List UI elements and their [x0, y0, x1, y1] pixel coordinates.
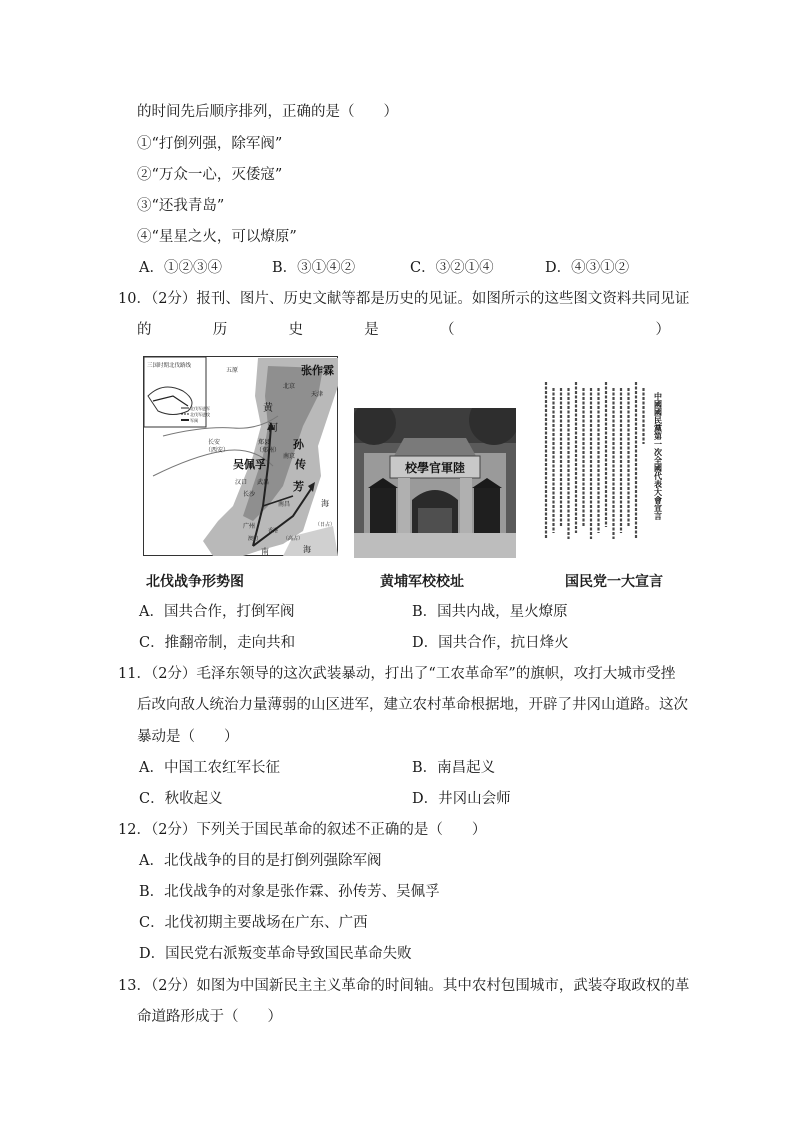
q12-option-d: D．国民党右派叛变革命导致国民革命失败	[139, 946, 412, 962]
map-label-zhangzuolin: 张作霖	[301, 364, 334, 377]
map-label-nanchang: 南昌	[278, 501, 291, 508]
q9-item-1: ①“打倒列强，除军阀”	[137, 136, 283, 152]
q10-stem-line1: 10．（2分）报刊、图片、历史文献等都是历史的见证。如图所示的这些图文资料共同见证	[118, 291, 690, 307]
q9-item-4: ④“星星之火，可以燎原”	[137, 229, 297, 245]
map-label-beijing: 北京	[283, 383, 296, 390]
q11-option-c: C．秋收起义	[139, 791, 223, 807]
q10-stem-line2	[137, 320, 670, 340]
map-label-he: 河	[268, 423, 278, 434]
map-svg	[143, 356, 338, 556]
declaration-title: 中國國民黨第一次全國代表大會宣言	[653, 392, 663, 520]
q9-item-3: ③“还我青岛”	[137, 198, 225, 214]
map-label-changan: 长安	[208, 439, 221, 446]
caption-declaration: 国民党一大宣言	[565, 574, 663, 590]
q10-option-a: A．国共合作，打倒军阀	[139, 604, 295, 620]
declaration-svg	[540, 374, 668, 554]
q12-option-a: A．北伐战争的目的是打倒列强除军阀	[139, 853, 382, 869]
q10-paren-open: （	[440, 322, 455, 338]
map-label-aomen: 澳门	[248, 536, 259, 542]
kmt-declaration-image	[540, 374, 668, 554]
q10-word: 的	[137, 322, 152, 338]
q11-option-d: D．井冈山会师	[412, 791, 511, 807]
q9-option-b: B．③①④②	[272, 260, 356, 276]
q11-option-a: A．中国工农红军长征	[139, 760, 280, 776]
q11-option-b: B．南昌起义	[412, 760, 496, 776]
map-label-guangzhou: 广州	[243, 523, 256, 530]
gate-sign-text: 校學官軍陸	[404, 461, 466, 475]
map-label-changsha: 长沙	[243, 491, 256, 498]
q10-option-b: B．国共内战，星火燎原	[412, 604, 568, 620]
q12-option-c: C．北伐初期主要战场在广东、广西	[139, 915, 368, 931]
map-label-zhengzhou: （郑州）	[256, 447, 281, 454]
map-inset-title: 三国时期北伐路线	[147, 363, 192, 369]
map-label-japan-occupied: （日占）	[315, 522, 336, 528]
q9-option-d: D．④③①②	[545, 260, 630, 276]
map-label-nanjing: 南京	[283, 453, 296, 460]
map-label-fang: 芳	[293, 480, 304, 493]
q11-stem-line3: 暴动是（ ）	[137, 729, 239, 745]
map-label-sun: 孙	[293, 438, 304, 451]
map-label-hankou: 汉口	[235, 479, 248, 486]
map-label-hai-east: 海	[321, 499, 329, 508]
whampoa-gate-photo	[354, 408, 516, 558]
map-label-xianggang: 香港	[268, 528, 279, 534]
map-legend-2: 北伐军进攻	[190, 412, 210, 417]
q11-stem-line1: 11．（2分）毛泽东领导的这次武装暴动，打出了“工农革命军”的旗帜，攻打大城市受挫	[118, 666, 676, 682]
q10-word: 是	[364, 322, 379, 338]
map-label-wuchang: 武昌	[257, 479, 270, 486]
map-label-huang: 黄	[263, 403, 273, 414]
q10-paren-close: ）	[655, 322, 670, 338]
q10-option-d: D．国共合作，抗日烽火	[412, 635, 569, 651]
q12-option-b: B．北伐战争的对象是张作霖、孙传芳、吴佩孚	[139, 884, 440, 900]
map-label-haikou: （高占）	[283, 536, 304, 542]
northern-expedition-map	[143, 356, 338, 556]
map-label-wupeifu: 吴佩孚	[233, 458, 266, 471]
q10-word: 历	[212, 322, 228, 338]
caption-whampoa: 黄埔军校校址	[380, 574, 464, 590]
map-legend-3: 军阀	[190, 418, 198, 423]
map-legend-1: 北伐军进军	[190, 406, 210, 411]
q9-stem-tail: 的时间先后顺序排列，正确的是（ ）	[137, 104, 398, 120]
q12-stem: 12．（2分）下列关于国民革命的叙述不正确的是（ ）	[118, 822, 487, 838]
q13-stem-line2: 命道路形成于（ ）	[137, 1009, 282, 1025]
map-label-nan: 南	[261, 547, 269, 556]
map-label-xian: （西安）	[205, 447, 230, 454]
q11-stem-line2: 后改向敌人统治力量薄弱的山区进军，建立农村革命根据地，开辟了井冈山道路。这次	[137, 697, 688, 713]
map-label-tianjin: 天津	[311, 391, 324, 398]
map-label-hai: 海	[303, 545, 311, 554]
q9-item-2: ②“万众一心，灭倭寇”	[137, 167, 283, 183]
q10-word: 史	[288, 322, 303, 338]
map-label-wuyuan: 五原	[226, 367, 239, 374]
q9-option-c: C．③②①④	[410, 260, 494, 276]
map-label-zhengxian: 郑县	[258, 439, 271, 446]
map-label-chuan: 传	[295, 458, 306, 471]
q13-stem-line1: 13．（2分）如图为中国新民主主义革命的时间轴。其中农村包围城市，武装夺取政权的革	[118, 978, 690, 994]
caption-map: 北伐战争形势图	[146, 574, 244, 590]
q10-option-c: C．推翻帝制，走向共和	[139, 635, 296, 651]
q9-option-a: A．①②③④	[139, 260, 222, 276]
